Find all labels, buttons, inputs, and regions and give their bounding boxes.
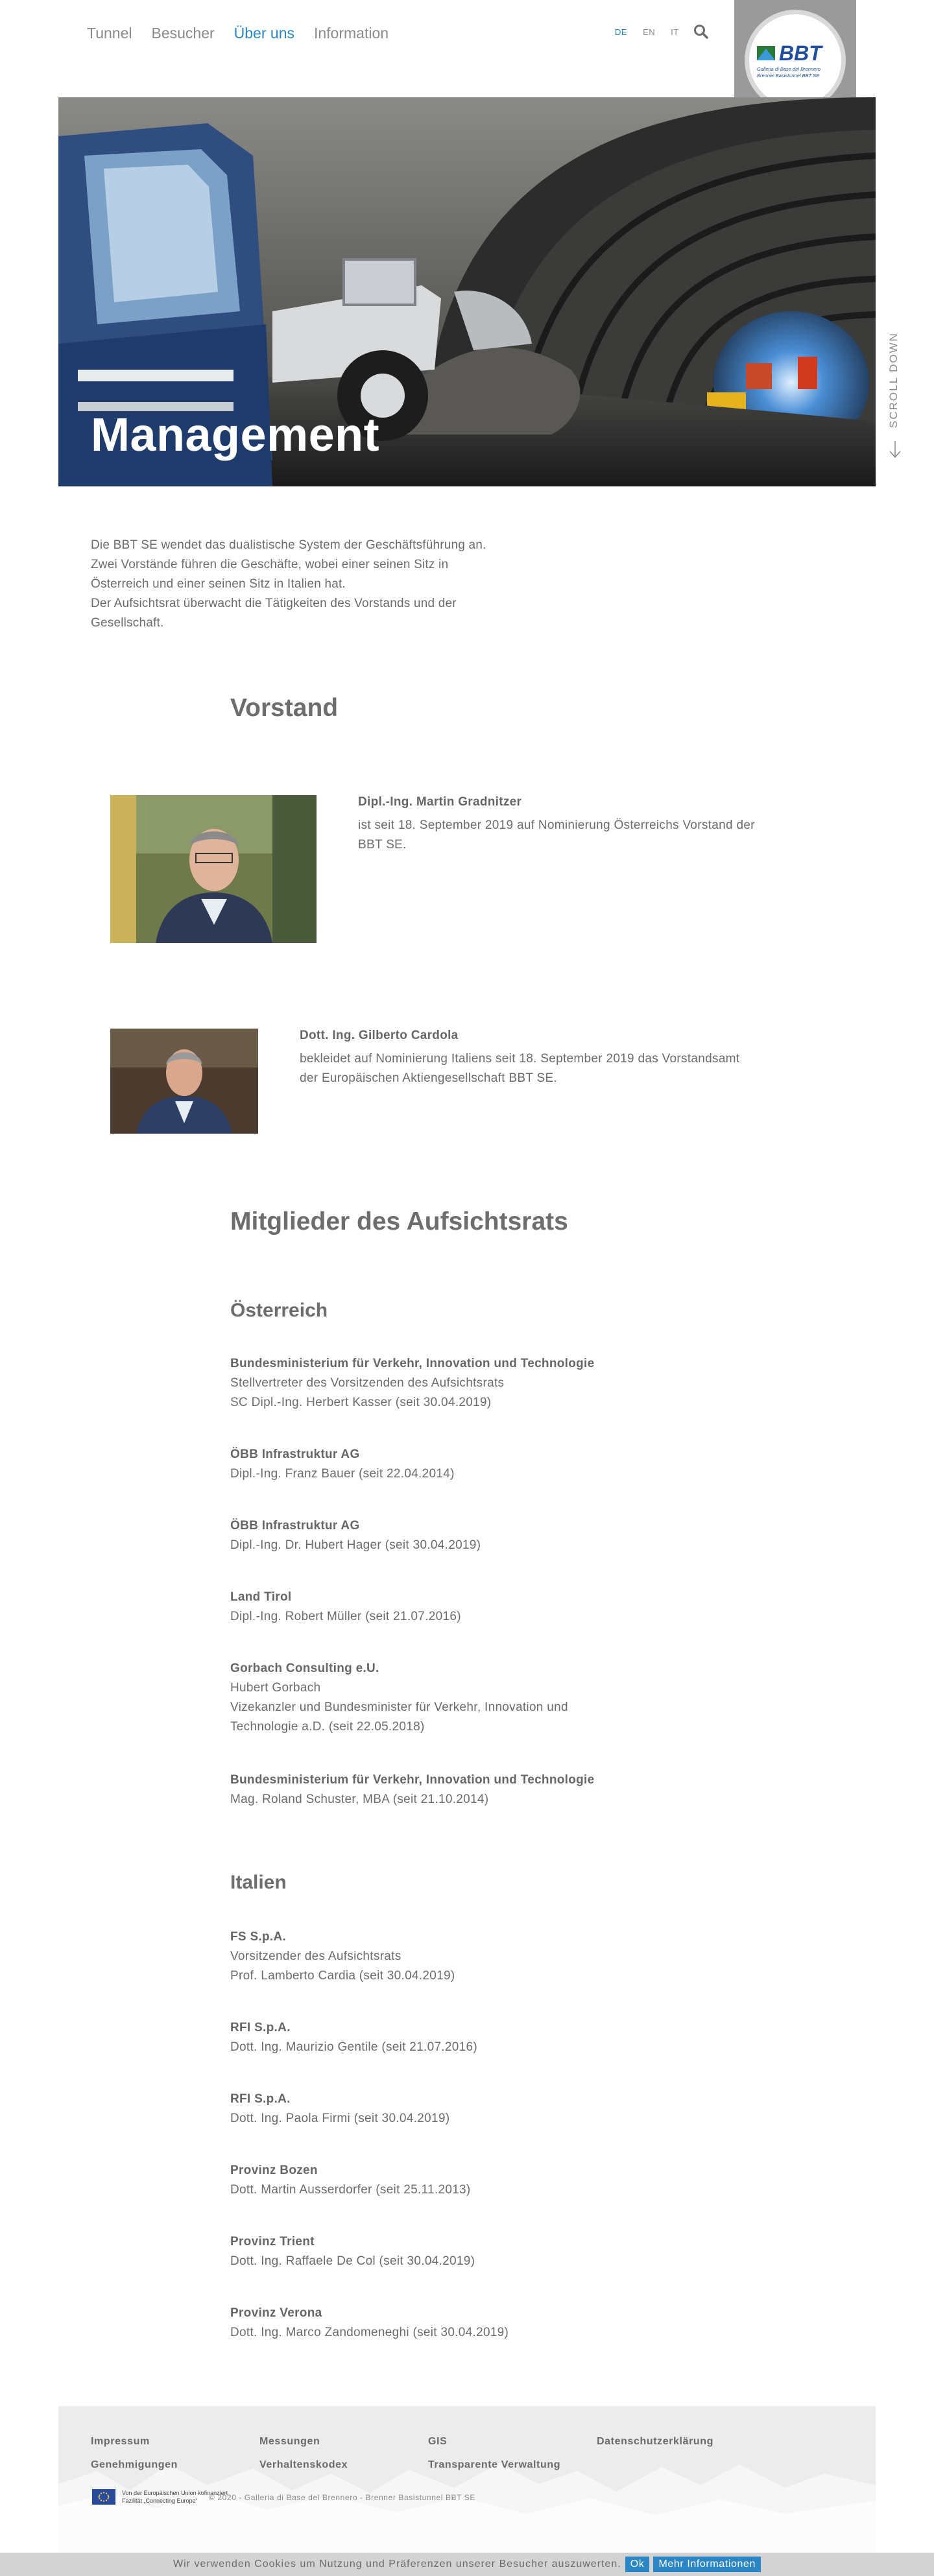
person-description: [358, 816, 851, 855]
eu-text-line: Fazilität „Connecting Europe“: [122, 2498, 198, 2504]
description-line: ist seit 18. September 2019 auf Nominierung Österreichs Vorstand der: [358, 818, 755, 832]
board-member: [230, 2161, 723, 2200]
cookie-text: Wir verwenden Cookies um Nutzung und Präferenzen unserer Besucher auszuwerten.: [173, 2558, 621, 2570]
search-icon[interactable]: [693, 23, 710, 40]
svg-text:Brenner Basistunnel BBT SE: Brenner Basistunnel BBT SE: [757, 73, 820, 78]
member-line: Dott. Ing. Paola Firmi (seit 30.04.2019): [230, 2112, 450, 2125]
austria-heading: Österreich: [230, 1300, 328, 1321]
member-organization: Provinz Verona: [230, 2306, 322, 2320]
svg-text:BBT: BBT: [779, 42, 822, 65]
footer-link-gis[interactable]: GIS: [428, 2436, 448, 2447]
member-organization: Provinz Bozen: [230, 2164, 318, 2177]
intro-line: Zwei Vorstände führen die Geschäfte, wobei einer seinen Sitz in: [91, 558, 449, 571]
footer-link-verhaltenskodex[interactable]: Verhaltenskodex: [259, 2459, 348, 2470]
member-organization: Bundesministerium für Verkehr, Innovation und Technologie: [230, 1357, 595, 1370]
footer-link-datenschutz[interactable]: Datenschutzerklärung: [597, 2436, 714, 2447]
cookie-ok-button[interactable]: Ok: [625, 2557, 650, 2572]
intro-line: Der Aufsichtsrat überwacht die Tätigkeiten des Vorstands und der: [91, 597, 457, 610]
svg-text:Galleria di Base del Brennero: Galleria di Base del Brennero: [757, 66, 820, 72]
member-organization: Gorbach Consulting e.U.: [230, 1662, 379, 1675]
italy-heading: Italien: [230, 1872, 287, 1893]
board-member: [230, 1516, 723, 1555]
member-line: Prof. Lamberto Cardia (seit 30.04.2019): [230, 1969, 455, 1983]
member-line: Dipl.-Ing. Robert Müller (seit 21.07.2016): [230, 1610, 461, 1623]
footer-link-messungen[interactable]: Messungen: [259, 2436, 320, 2447]
board-member: [230, 2232, 723, 2271]
person-photo-image: [110, 1029, 258, 1134]
member-line: Technologie a.D. (seit 22.05.2018): [230, 1720, 425, 1734]
scroll-down-label: SCROLL DOWN: [887, 332, 900, 428]
lang-it[interactable]: IT: [671, 27, 679, 37]
intro-text: [91, 536, 584, 633]
portrait-gradnitzer: [110, 795, 317, 943]
eu-funding-notice: [92, 2489, 228, 2505]
member-line: Vizekanzler und Bundesminister für Verkehr, Innovation und: [230, 1700, 568, 1714]
bbt-logo-icon: [753, 34, 837, 86]
member-organization: ÖBB Infrastruktur AG: [230, 1448, 360, 1461]
member-organization: Provinz Trient: [230, 2235, 315, 2248]
cookie-banner: [0, 2553, 934, 2576]
description-line: der Europäischen Aktiengesellschaft BBT SE.: [300, 1071, 557, 1085]
member-organization: FS S.p.A.: [230, 1930, 287, 1944]
arrow-down-icon: [889, 440, 902, 459]
member-organization: RFI S.p.A.: [230, 2021, 291, 2034]
footer-link-genehmigungen[interactable]: Genehmigungen: [91, 2459, 178, 2470]
board-member: [230, 1659, 723, 1737]
member-line: Hubert Gorbach: [230, 1681, 321, 1695]
nav-item-ueber-uns[interactable]: Über uns: [234, 25, 294, 42]
member-line: SC Dipl.-Ing. Herbert Kasser (seit 30.04.2019): [230, 1396, 492, 1409]
board-member: [230, 1588, 723, 1627]
nav-item-besucher[interactable]: Besucher: [151, 25, 215, 42]
lang-de[interactable]: DE: [615, 27, 628, 37]
aufsichtsrat-heading: Mitglieder des Aufsichtsrats: [230, 1208, 568, 1235]
board-member: [230, 1445, 723, 1484]
eu-flag-icon: [92, 2489, 115, 2505]
footer: [58, 2406, 876, 2553]
person-photo-image: [110, 795, 317, 943]
main-nav: [87, 25, 389, 42]
member-line: Dipl.-Ing. Franz Bauer (seit 22.04.2014): [230, 1467, 455, 1481]
vorstand-heading: Vorstand: [230, 694, 339, 722]
member-organization: RFI S.p.A.: [230, 2092, 291, 2106]
member-line: Vorsitzender des Aufsichtsrats: [230, 1950, 401, 1963]
hero-banner: [58, 97, 876, 486]
member-line: Dott. Ing. Marco Zandomeneghi (seit 30.04.2019): [230, 2326, 509, 2339]
language-switcher: [615, 27, 679, 37]
portrait-cardola: [110, 1029, 258, 1134]
board-member: [230, 1771, 723, 1809]
footer-link-impressum[interactable]: Impressum: [91, 2436, 150, 2447]
intro-line: Österreich und einer seinen Sitz in Italien hat.: [91, 577, 346, 591]
intro-line: Die BBT SE wendet das dualistische System der Geschäftsführung an.: [91, 538, 486, 552]
page-title: Management: [91, 409, 380, 461]
member-line: Dipl.-Ing. Dr. Hubert Hager (seit 30.04.2019): [230, 1538, 481, 1552]
board-member: [230, 2090, 723, 2129]
member-organization: Bundesministerium für Verkehr, Innovation und Technologie: [230, 1773, 595, 1787]
intro-line: Gesellschaft.: [91, 616, 164, 630]
board-member: [230, 1927, 723, 1986]
member-line: Dott. Martin Ausserdorfer (seit 25.11.2013): [230, 2183, 471, 2197]
description-line: BBT SE.: [358, 838, 407, 852]
description-line: bekleidet auf Nominierung Italiens seit 18. September 2019 das Vorstandsamt: [300, 1052, 740, 1066]
scroll-down-button[interactable]: [887, 324, 903, 467]
nav-item-information[interactable]: Information: [313, 25, 389, 42]
person-name: Dipl.-Ing. Martin Gradnitzer: [358, 795, 522, 809]
footer-link-transparente-verwaltung[interactable]: Transparente Verwaltung: [428, 2459, 561, 2470]
member-organization: ÖBB Infrastruktur AG: [230, 1519, 360, 1532]
nav-item-tunnel[interactable]: Tunnel: [87, 25, 132, 42]
cookie-more-info-button[interactable]: Mehr Informationen: [653, 2557, 761, 2572]
person-description: [300, 1049, 857, 1088]
lang-en[interactable]: EN: [643, 27, 656, 37]
logo-badge: [745, 10, 846, 111]
member-organization: Land Tirol: [230, 1590, 292, 1604]
board-member: [230, 1354, 723, 1413]
eu-text-line: Von der Europäischen Union kofinanziert: [122, 2490, 228, 2496]
board-member: [230, 2018, 723, 2057]
member-line: Dott. Ing. Maurizio Gentile (seit 21.07.2016): [230, 2040, 478, 2054]
person-name: Dott. Ing. Gilberto Cardola: [300, 1029, 459, 1042]
copyright: © 2020 - Galleria di Base del Brennero - Brenner Basistunnel BBT SE: [209, 2493, 476, 2502]
member-line: Dott. Ing. Raffaele De Col (seit 30.04.2019): [230, 2254, 475, 2268]
member-line: Mag. Roland Schuster, MBA (seit 21.10.2014): [230, 1793, 489, 1806]
member-line: Stellvertreter des Vorsitzenden des Aufsichtsrats: [230, 1376, 505, 1390]
board-member: [230, 2304, 723, 2343]
